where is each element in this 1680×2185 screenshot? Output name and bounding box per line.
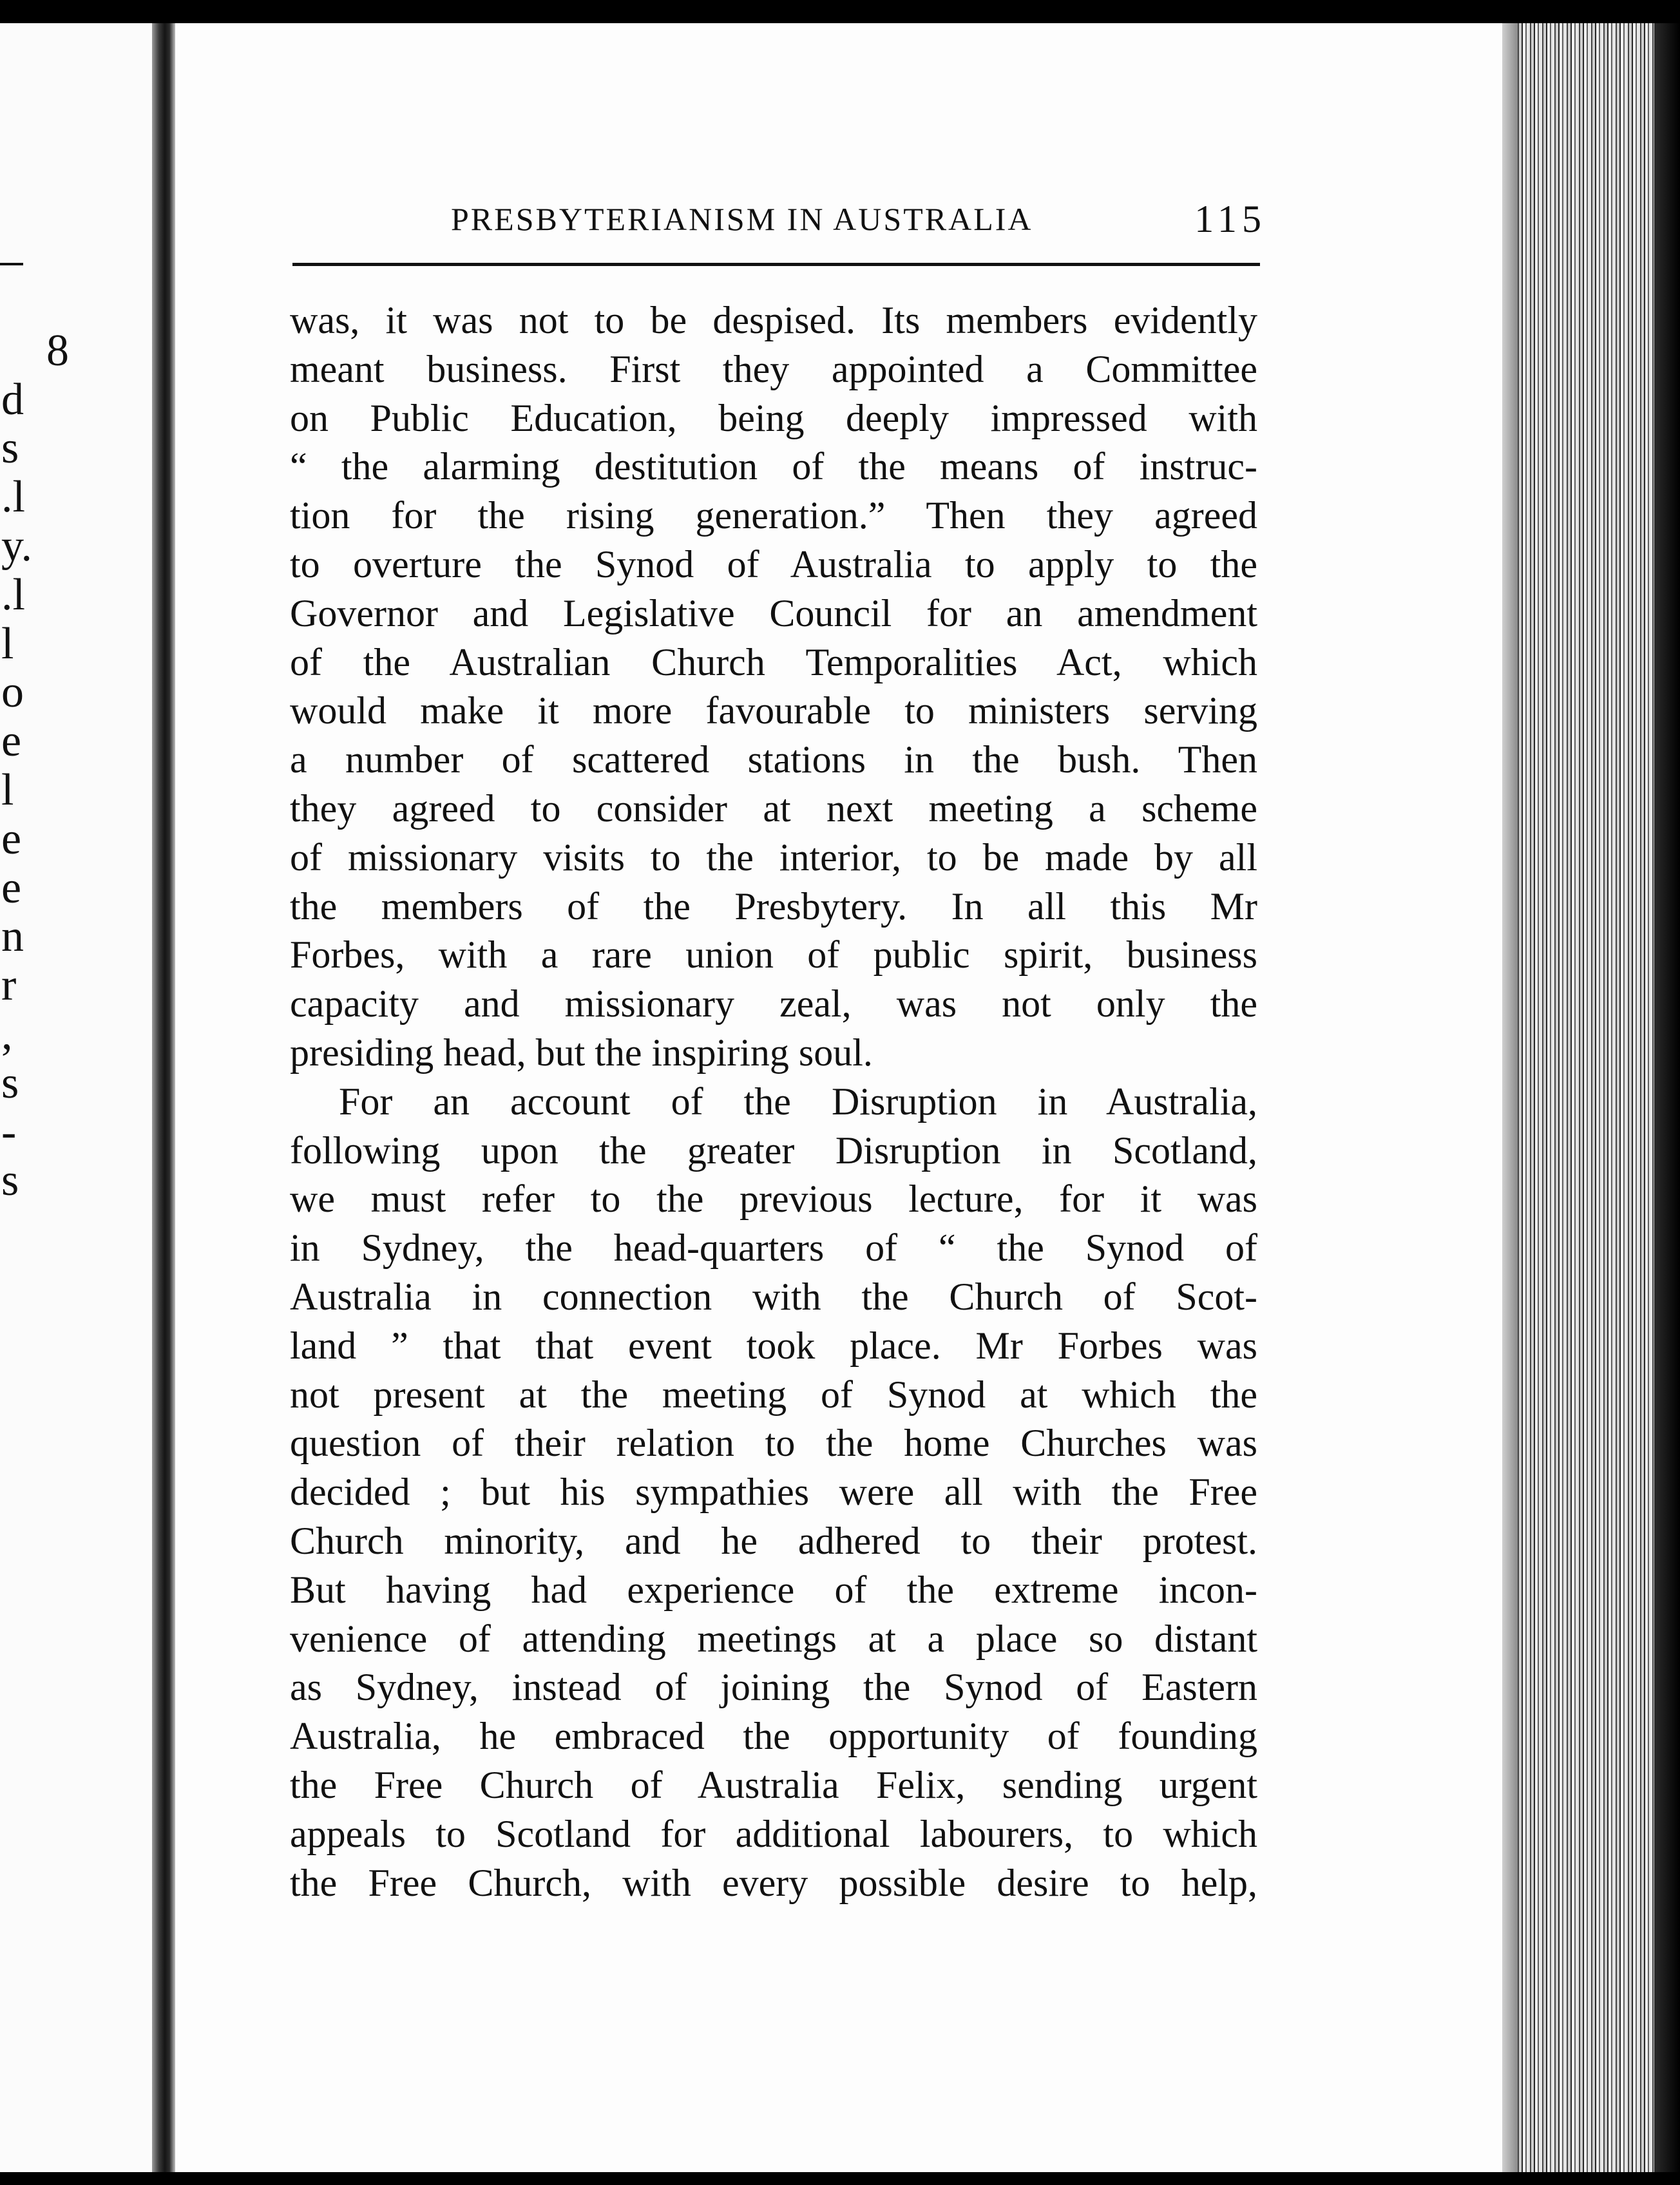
fragment-line: n	[1, 911, 24, 962]
text-line: of missionary visits to the interior, to be made by all	[290, 835, 1257, 879]
text-line: the Free Church of Australia Felix, sending urgent	[290, 1763, 1257, 1806]
fragment-line: e	[1, 716, 22, 767]
text-line: of the Australian Church Temporalities Act, which	[290, 640, 1257, 683]
fragment-line: 8	[46, 325, 69, 376]
text-line: question of their relation to the home Churches was	[290, 1422, 1257, 1465]
text-line: land ” that that event took place. Mr Forbes was	[290, 1324, 1257, 1367]
text-line: in Sydney, the head-quarters of “ the Synod of	[290, 1226, 1257, 1270]
running-head-title: PRESBYTERIANISM IN AUSTRALIA	[451, 201, 1033, 237]
page-edges	[1502, 23, 1680, 2172]
text-line: presiding head, but the inspiring soul.	[290, 1031, 873, 1074]
text-line: For an account of the Disruption in Australia,	[339, 1080, 1257, 1123]
text-line: But having had experience of the extreme incon-	[290, 1568, 1257, 1611]
text-line: decided ; but his sympathies were all with the Free	[290, 1471, 1257, 1514]
text-line: to overture the Synod of Australia to apply to the	[290, 542, 1257, 586]
text-line: Forbes, with a rare union of public spirit, business	[290, 933, 1257, 977]
text-line: following upon the greater Disruption in Scotland,	[290, 1129, 1257, 1172]
text-line: tion for the rising generation.” Then they agreed	[290, 494, 1257, 537]
text-line: we must refer to the previous lecture, for it was	[290, 1178, 1257, 1221]
scan-top-border	[0, 0, 1680, 23]
text-line: as Sydney, instead of joining the Synod of Eastern	[290, 1666, 1257, 1709]
text-line: capacity and missionary zeal, was not only the	[290, 982, 1257, 1026]
fragment-line: .l	[1, 472, 25, 522]
fragment-line: -	[1, 1107, 17, 1157]
body-text	[290, 296, 1257, 1907]
fragment-line: o	[1, 667, 24, 718]
previous-page-edge	[0, 23, 152, 2172]
text-line: was, it was not to be despised. Its members evidently	[290, 299, 1257, 341]
fragment-line: l	[1, 618, 14, 669]
text-line: appeals to Scotland for additional labourers, to which	[290, 1812, 1257, 1855]
header-rule	[292, 263, 1260, 266]
fragment-line: .l	[1, 569, 25, 620]
text-line: they agreed to consider at next meeting a scheme	[290, 787, 1257, 830]
text-line: the Free Church, with every possible desire to help,	[290, 1861, 1257, 1904]
text-line: on Public Education, being deeply impressed with	[290, 396, 1257, 439]
text-line: Australia in connection with the Church of Scot-	[290, 1275, 1257, 1318]
fragment-line: e	[1, 863, 22, 913]
fragment-line: s	[1, 423, 19, 473]
text-line: meant business. First they appointed a Committee	[290, 347, 1257, 390]
fragment-line: s	[1, 1156, 19, 1206]
text-line: “ the alarming destitution of the means of instruc-	[290, 445, 1257, 488]
scan-bottom-border	[0, 2172, 1680, 2185]
text-line: Governor and Legislative Council for an amendment	[290, 591, 1257, 635]
fragment-line: e	[1, 814, 22, 864]
fragment-line: ,	[1, 1009, 13, 1059]
text-line: Church minority, and he adhered to their protest.	[290, 1519, 1257, 1562]
fragment-line: s	[1, 1058, 19, 1108]
text-line: Australia, he embraced the opportunity of founding	[290, 1715, 1257, 1758]
previous-page-text-fragments	[1, 278, 69, 1254]
previous-page-rule	[0, 263, 23, 265]
text-line: venience of attending meetings at a place so distant	[290, 1617, 1257, 1660]
fragment-line: r	[1, 960, 17, 1011]
text-line: a number of scattered stations in the bush. Then	[290, 738, 1257, 781]
fragment-line: l	[1, 765, 14, 815]
fragment-line: d	[1, 374, 24, 425]
book-gutter	[152, 23, 175, 2172]
page-number: 115	[1194, 198, 1266, 240]
text-line: not present at the meeting of Synod at which the	[290, 1373, 1257, 1416]
text-line: the members of the Presbytery. In all this Mr	[290, 884, 1257, 928]
text-line: would make it more favourable to ministers serving	[290, 689, 1257, 732]
fragment-line: y.	[1, 520, 32, 571]
